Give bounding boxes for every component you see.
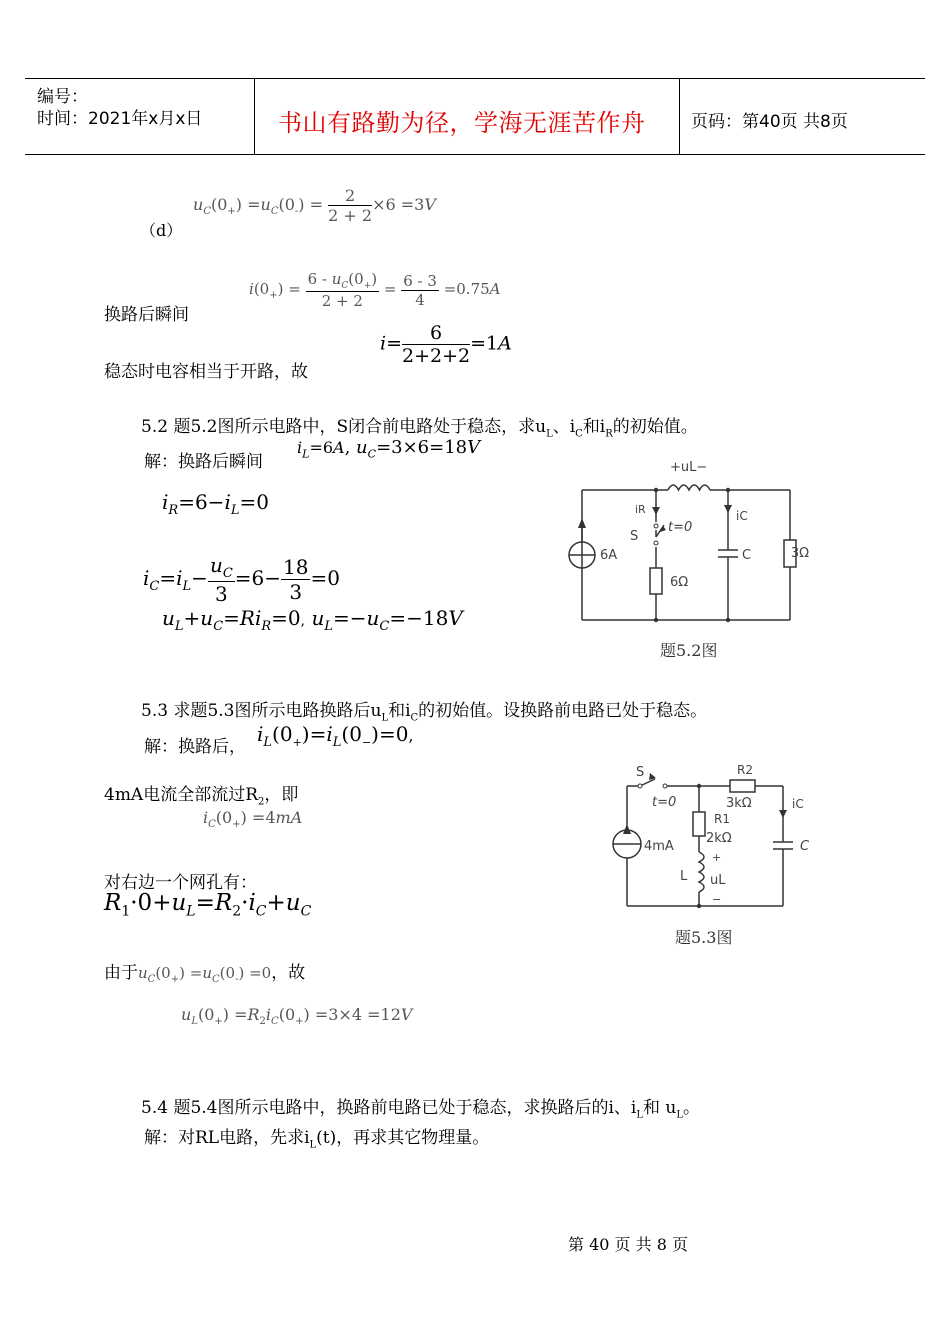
fig53-r2-value: 3kΩ: [726, 796, 752, 811]
fig53-caption: 题5.3图: [675, 928, 733, 947]
p53-mesh-text: 对右边一个网孔有：: [104, 873, 257, 893]
eq-i0: $i(0_+)$ = $\frac{6 - u_C(0_+)}{2 + 2}$ = $\frac{6 - 3}{4}$ =0.75A: [249, 270, 501, 310]
d-label: （d）: [140, 221, 183, 240]
fig53-ul-minus: −: [712, 893, 722, 906]
p52-question: 5.2 题5.2图所示电路中，S闭合前电路处于稳态，求$u_L$、$i_C$和$i_R$的初始值。: [141, 417, 698, 440]
eq-d: $u_C(0_+) =u_C(0_-)$ = $\frac{2}{2 + 2}$ ×6 =3V: [193, 186, 436, 225]
fig53-t0-label: t=0: [652, 795, 677, 810]
p53-eq-ul: $u_L(0_+) =R_2i_C(0_+) =3\times 4 =12V$: [181, 1005, 413, 1028]
fig52-s-label: S: [630, 529, 639, 544]
header-motto: 书山有路勤为径，学海无涯苦作舟: [278, 109, 646, 137]
p54-solution: 解：对RL电路，先求$i_L(t)$，再求其它物理量。: [144, 1128, 490, 1151]
page-info: 页码：第40页 共8页: [691, 112, 848, 132]
fig53-ul-label: uL: [710, 873, 726, 888]
fig52-ul-label: +uL−: [670, 460, 708, 475]
fig53-r1-label: R1: [714, 812, 730, 826]
p53-since: 由于$u_C(0_+) =u_C(0_-) =0$，故: [104, 963, 306, 985]
serial-label: 编号：: [37, 87, 88, 107]
p53-current-text: 4mA电流全部流过$R_2$，即: [104, 785, 299, 808]
p53-eq-il: $i_L(0_+)=i_L(0_-)=0$,: [257, 722, 414, 750]
p52-eq-ul: $u_L+u_C=Ri_R=0$, $u_L=-u_C=-18V$: [162, 606, 463, 634]
p52-eq-ic: $i_C=i_L-$ $\frac{u_C}{3}$ =6− $\frac{18}{3}$ =0: [143, 553, 340, 606]
fig53-ic-label: iC: [792, 797, 804, 811]
fig53-ul-plus: +: [712, 851, 722, 864]
footer-page: 第 40 页 共 8 页: [568, 1235, 688, 1254]
steady-label: 稳态时电容相当于开路，故: [104, 362, 308, 382]
after-switch-label: 换路后瞬间: [104, 305, 189, 325]
fig52-r3-label: 3Ω: [790, 546, 810, 561]
fig52-source-label: 6A: [600, 548, 618, 563]
fig53-r1-value: 2kΩ: [706, 831, 732, 846]
time-label: 时间：2021年x月x日: [37, 109, 203, 129]
p52-eq-il-uc: $i_L=6A$, $u_C=3\times 6=18V$: [297, 437, 481, 461]
fig53-r2-label: R2: [737, 763, 753, 777]
p52-solution-label: 解：换路后瞬间: [144, 452, 263, 472]
p53-eq-mesh: $R_1\cdot 0+u_L=R_2\cdot i_C+u_C$: [104, 890, 312, 920]
fig53-source-label: 4mA: [644, 839, 674, 854]
p53-eq-ic: $i_C(0_+) =4mA$: [203, 808, 303, 831]
fig53-l-label: L: [680, 869, 688, 884]
fig52-caption: 题5.2图: [660, 641, 718, 660]
fig52-c-label: C: [742, 548, 752, 563]
fig52-ic-label: iC: [736, 509, 748, 523]
fig53-s-label: S: [636, 765, 645, 780]
fig52-circuit: [560, 455, 810, 665]
p53-solution-label: 解：换路后，: [144, 737, 246, 757]
fig52-r6-label: 6Ω: [670, 575, 689, 590]
fig53-c-label: C: [800, 839, 810, 854]
fig52-t0-label: t=0: [668, 520, 693, 535]
fig53-circuit: [600, 760, 830, 920]
fig52-ir-label: iR: [635, 503, 646, 516]
p52-eq-ir: $i_R=6-i_L=0$: [162, 490, 269, 518]
p54-question: 5.4 题5.4图所示电路中，换路前电路已处于稳态，求换路后的i、$i_L$和 $u_L$。: [141, 1098, 700, 1121]
p53-question: 5.3 求题5.3图所示电路换路后$u_L$和$i_C$的初始值。设换路前电路已处于稳态。: [141, 701, 708, 724]
eq-i: i= $\frac{6}{2+2+2}$ =1A: [380, 322, 512, 367]
